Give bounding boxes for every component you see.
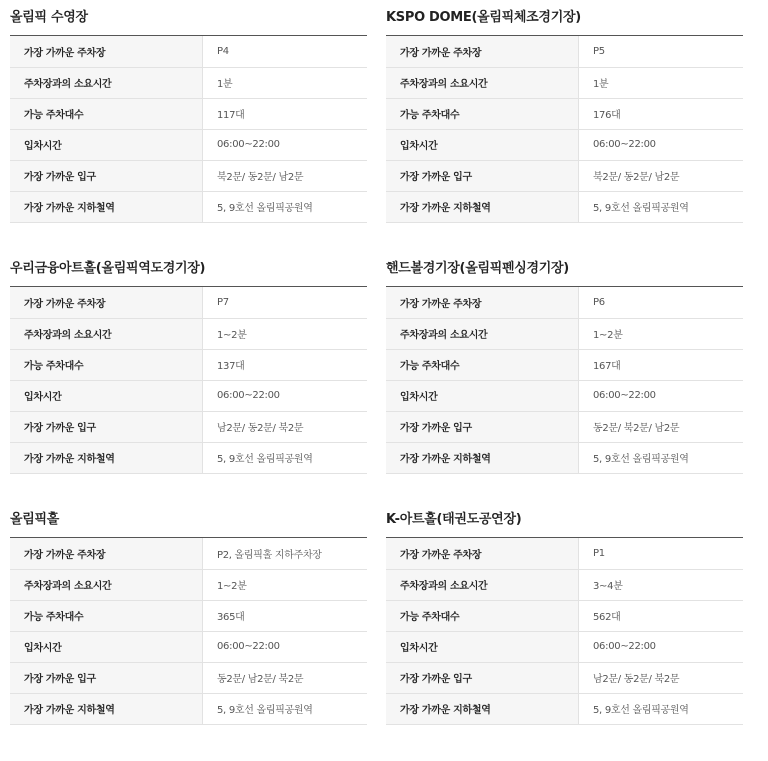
row-label: 가장 가까운 주차장 <box>10 36 203 67</box>
venue-card <box>386 259 743 510</box>
venue-grid <box>10 8 743 761</box>
table-row <box>386 349 743 380</box>
table-row <box>10 411 367 442</box>
row-value: P7 <box>217 296 229 308</box>
row-label: 가장 가까운 지하철역 <box>10 442 203 473</box>
row-value: 1~2분 <box>217 581 247 592</box>
row-label: 주차장과의 소요시간 <box>10 67 203 98</box>
venue-info-table <box>386 36 743 223</box>
venue-title: K-아트홀(태권도공연장) <box>386 510 743 538</box>
row-label: 입차시간 <box>386 631 579 662</box>
row-value: 5, 9호선 올림픽공원역 <box>217 705 313 716</box>
row-label: 주차장과의 소요시간 <box>386 569 579 600</box>
table-row <box>10 693 367 724</box>
row-label: 가능 주차대수 <box>10 349 203 380</box>
table-row <box>10 129 367 160</box>
table-row <box>386 36 743 67</box>
venue-title: 올림픽홀 <box>10 510 367 538</box>
row-value: 북2문/ 동2문/ 남2문 <box>217 172 304 183</box>
row-label: 가장 가까운 주차장 <box>386 287 579 318</box>
row-label: 가장 가까운 입구 <box>10 160 203 191</box>
table-row <box>386 129 743 160</box>
table-row <box>10 569 367 600</box>
row-label: 가능 주차대수 <box>10 98 203 129</box>
row-label: 가장 가까운 입구 <box>386 160 579 191</box>
row-label: 가장 가까운 지하철역 <box>10 191 203 222</box>
row-label: 입차시간 <box>386 129 579 160</box>
row-value: 06:00~22:00 <box>217 139 280 150</box>
table-row <box>386 318 743 349</box>
table-row <box>386 631 743 662</box>
row-value: 06:00~22:00 <box>593 139 656 150</box>
row-label: 가장 가까운 주차장 <box>386 538 579 569</box>
row-value: 1~2분 <box>217 330 247 341</box>
row-value: 5, 9호선 올림픽공원역 <box>217 454 313 465</box>
table-row <box>10 349 367 380</box>
table-row <box>386 160 743 191</box>
row-value: 117대 <box>217 110 245 121</box>
row-label: 가장 가까운 지하철역 <box>386 442 579 473</box>
venue-info-table <box>10 36 367 223</box>
table-row <box>386 380 743 411</box>
row-value: 동2문/ 남2문/ 북2문 <box>217 674 304 685</box>
venue-card <box>386 8 743 259</box>
row-value: 3~4분 <box>593 581 623 592</box>
venue-card <box>386 510 743 761</box>
row-label: 가장 가까운 주차장 <box>10 287 203 318</box>
row-value: 365대 <box>217 612 245 623</box>
row-label: 가장 가까운 지하철역 <box>10 693 203 724</box>
row-value: 5, 9호선 올림픽공원역 <box>593 203 689 214</box>
venue-title: 핸드볼경기장(올림픽펜싱경기장) <box>386 259 743 287</box>
table-row <box>10 191 367 222</box>
table-row <box>386 662 743 693</box>
row-value: P5 <box>593 45 605 57</box>
table-row <box>386 538 743 569</box>
table-row <box>10 160 367 191</box>
table-row <box>10 287 367 318</box>
venue-info-table <box>386 287 743 474</box>
row-label: 입차시간 <box>10 631 203 662</box>
row-value: 06:00~22:00 <box>217 641 280 652</box>
table-row <box>10 600 367 631</box>
row-value: 남2문/ 동2문/ 북2문 <box>593 674 680 685</box>
row-value: 5, 9호선 올림픽공원역 <box>593 705 689 716</box>
table-row <box>10 631 367 662</box>
venue-info-table <box>10 287 367 474</box>
row-value: 06:00~22:00 <box>593 390 656 401</box>
row-value: 남2문/ 동2문/ 북2문 <box>217 423 304 434</box>
table-row <box>386 287 743 318</box>
table-row <box>10 36 367 67</box>
table-row <box>10 318 367 349</box>
table-row <box>386 693 743 724</box>
venue-card <box>10 259 367 510</box>
row-value: P2, 올림픽홀 지하주차장 <box>217 549 322 561</box>
venue-title: KSPO DOME(올림픽체조경기장) <box>386 8 743 36</box>
row-value: 1분 <box>217 79 233 90</box>
venue-title: 올림픽 수영장 <box>10 8 367 36</box>
row-label: 주차장과의 소요시간 <box>10 318 203 349</box>
table-row <box>386 411 743 442</box>
row-label: 가장 가까운 지하철역 <box>386 693 579 724</box>
row-label: 가능 주차대수 <box>386 600 579 631</box>
table-row <box>386 442 743 473</box>
table-row <box>10 442 367 473</box>
venue-card <box>10 510 367 761</box>
row-value: P6 <box>593 296 605 308</box>
row-label: 가장 가까운 주차장 <box>386 36 579 67</box>
row-label: 가능 주차대수 <box>386 349 579 380</box>
row-label: 가장 가까운 입구 <box>10 411 203 442</box>
row-label: 가능 주차대수 <box>10 600 203 631</box>
row-value: 5, 9호선 올림픽공원역 <box>217 203 313 214</box>
table-row <box>386 67 743 98</box>
venue-info-table <box>386 538 743 725</box>
row-label: 주차장과의 소요시간 <box>10 569 203 600</box>
row-label: 가장 가까운 입구 <box>386 662 579 693</box>
row-label: 가능 주차대수 <box>386 98 579 129</box>
table-row <box>10 538 367 569</box>
row-label: 가장 가까운 입구 <box>10 662 203 693</box>
table-row <box>386 98 743 129</box>
row-value: 1분 <box>593 79 609 90</box>
row-value: 562대 <box>593 612 621 623</box>
table-row <box>10 98 367 129</box>
table-row <box>10 380 367 411</box>
row-label: 입차시간 <box>10 129 203 160</box>
row-value: 167대 <box>593 361 621 372</box>
row-label: 입차시간 <box>10 380 203 411</box>
row-value: 5, 9호선 올림픽공원역 <box>593 454 689 465</box>
row-value: 1~2분 <box>593 330 623 341</box>
row-label: 주차장과의 소요시간 <box>386 318 579 349</box>
row-label: 가장 가까운 주차장 <box>10 538 203 569</box>
row-label: 가장 가까운 입구 <box>386 411 579 442</box>
table-row <box>386 191 743 222</box>
row-label: 입차시간 <box>386 380 579 411</box>
row-value: 176대 <box>593 110 621 121</box>
table-row <box>10 67 367 98</box>
row-value: P4 <box>217 45 229 57</box>
venue-info-table <box>10 538 367 725</box>
row-value: 137대 <box>217 361 245 372</box>
venue-title: 우리금융아트홀(올림픽역도경기장) <box>10 259 367 287</box>
row-label: 가장 가까운 지하철역 <box>386 191 579 222</box>
row-value: 북2문/ 동2문/ 남2문 <box>593 172 680 183</box>
table-row <box>386 600 743 631</box>
row-value: P1 <box>593 547 605 559</box>
row-value: 06:00~22:00 <box>217 390 280 401</box>
row-label: 주차장과의 소요시간 <box>386 67 579 98</box>
table-row <box>386 569 743 600</box>
row-value: 06:00~22:00 <box>593 641 656 652</box>
row-value: 동2문/ 북2문/ 남2문 <box>593 423 680 434</box>
table-row <box>10 662 367 693</box>
venue-card <box>10 8 367 259</box>
